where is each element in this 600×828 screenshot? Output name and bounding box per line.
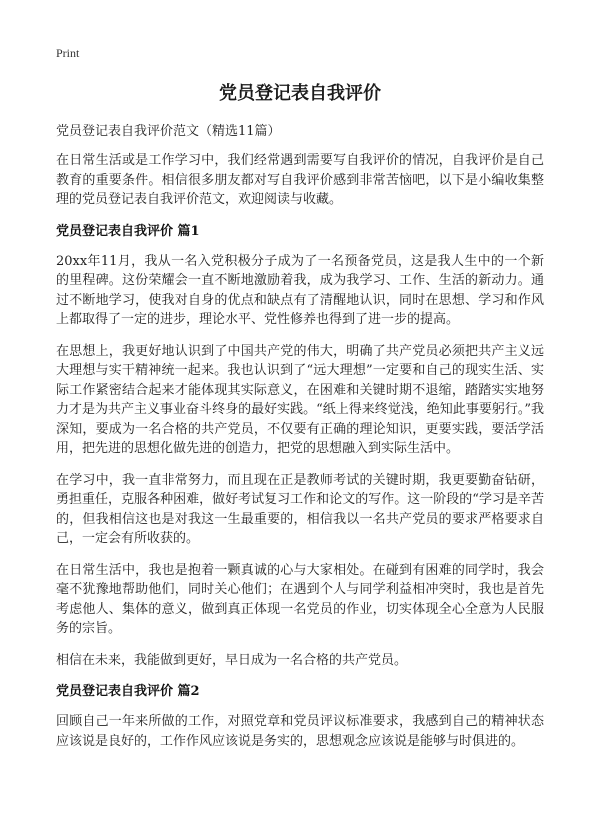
section-heading-2: 党员登记表自我评价 篇2 — [56, 684, 200, 699]
section-1-paragraph-4: 在日常生活中，我也是抱着一颗真诚的心与大家相处。在碰到有困难的同学时，我会毫不犹豫地帮助他们，同时关心他们；在遇到个人与同学利益相冲突时，我也是首先考虑他人、集体的意义，做到真正体现一名党员的作业，切实体现全心全意为人民服务的宗旨。 — [56, 562, 544, 636]
document-subtitle: 党员登记表自我评价范文（精选11篇） — [56, 124, 281, 139]
section-heading-1: 党员登记表自我评价 篇1 — [56, 223, 200, 239]
section-1-paragraph-5: 相信在未来，我能做到更好，早日成为一名合格的共产党员。 — [56, 652, 408, 668]
print-link[interactable]: Print — [56, 46, 80, 60]
section-1-paragraph-1: 20xx年11月，我从一名入党积极分子成为了一名预备党员，这是我人生中的一个新的里程碑。这份荣耀会一直不断地激励着我，成为我学习、工作、生活的新动力。通过不断地学习，使我对自身的优点和缺点有了清醒地认识，同时在思想、学习和作风上都取得了一定的进步，理论水平、党性修养也得到了进一步的提高。 — [56, 253, 544, 327]
document-title: 党员登记表自我评价 — [219, 83, 381, 104]
section-1-paragraph-3: 在学习中，我一直非常努力，而且现在正是教师考试的关键时期，我更要勤奋钻研，勇担重任，克服各种困难，做好考试复习工作和论文的写作。这一阶段的“学习是辛苦的，但我相信这也是对我这一生最重要的，相信我以一名共产党员的要求严格要求自己，一定会有所收获的。 — [56, 472, 544, 546]
section-1-paragraph-2: 在思想上，我更好地认识到了中国共产党的伟大，明确了共产党员必须把共产主义远大理想与实干精神统一起来。我也认识到了“远大理想”一定要和自己的现实生活、实际工作紧密结合起来才能体现其实际意义，在困难和关键时期不退缩，踏踏实实地努力才是为共产主义事业奋斗终身的最好实践。“纸上得来终觉浅，绝知此事要躬行。”我深知，要成为一名合格的共产党员，不仅要有正确的理论知识，更要实践，要活学活用，把先进的思想化做先进的创造力，把党的思想融入到实际生活中。 — [56, 343, 544, 456]
section-2-paragraph-1: 回顾自己一年来所做的工作，对照党章和党员评议标准要求，我感到自己的精神状态应该说是良好的，工作作风应该说是务实的，思想观念应该说是能够与时俱进的。 — [56, 714, 544, 749]
intro-paragraph: 在日常生活或是工作学习中，我们经常遇到需要写自我评价的情况，自我评价是自己教育的重要条件。相信很多朋友都对写自我评价感到非常苦恼吧，以下是小编收集整理的党员登记表自我评价范文，欢迎阅读与收藏。 — [56, 153, 544, 207]
